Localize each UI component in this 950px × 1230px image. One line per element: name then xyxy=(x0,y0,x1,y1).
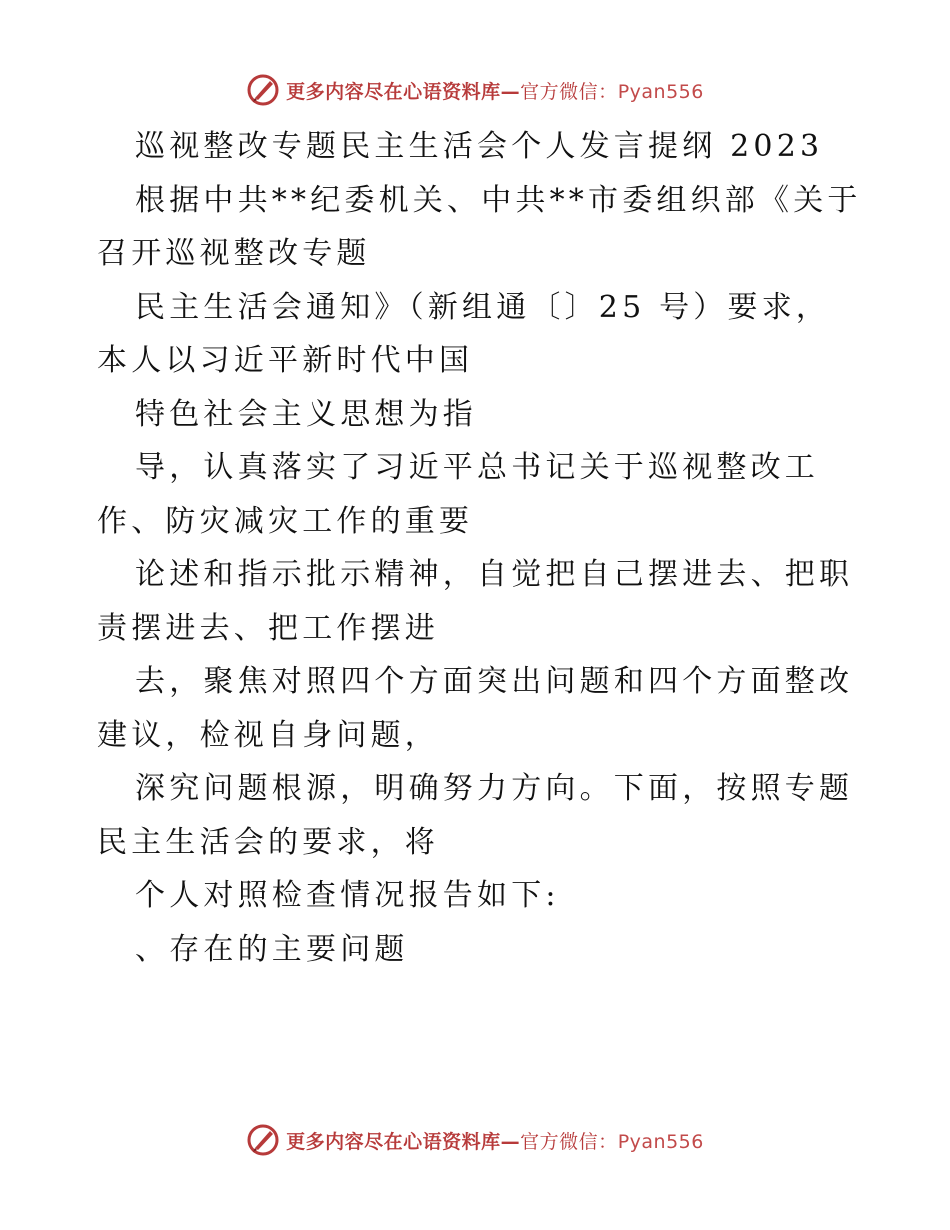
banner-site-text: 更多内容尽在心语资料库 xyxy=(286,80,501,103)
banner-wechat-id: Pyan556 xyxy=(617,80,704,103)
footer-banner xyxy=(0,1120,950,1160)
doc-line: 民主生活会通知》（新组通〔〕25 号）要求， xyxy=(135,289,831,325)
doc-line: 去，聚焦对照四个方面突出问题和四个方面整改 xyxy=(135,664,854,699)
doc-line: 个人对照检查情况报告如下: xyxy=(135,878,560,913)
banner-text xyxy=(286,1127,704,1154)
banner-wechat-id: Pyan556 xyxy=(617,1130,704,1153)
doc-line: 作、防灾减灾工作的重要 xyxy=(97,503,474,539)
doc-line: 论述和指示批示精神，自觉把自己摆进去、把职 xyxy=(135,557,854,592)
doc-line: 深究问题根源，明确努力方向。下面，按照专题 xyxy=(135,771,854,806)
header-banner xyxy=(0,70,950,110)
section-heading: 、存在的主要问题 xyxy=(135,931,409,967)
banner-wechat-label: 官方微信： xyxy=(520,1130,618,1153)
banner-separator: — xyxy=(500,80,521,103)
doc-line: 责摆进去、把工作摆进 xyxy=(97,610,439,646)
doc-line: 建议，检视自身问题， xyxy=(97,717,439,753)
doc-line: 本人以习近平新时代中国 xyxy=(97,343,474,378)
doc-line: 召开巡视整改专题 xyxy=(97,236,371,271)
banner-text xyxy=(286,77,704,104)
doc-line: 导，认真落实了习近平总书记关于巡视整改工 xyxy=(135,450,819,485)
doc-line: 民主生活会的要求，将 xyxy=(97,824,439,860)
banner-site-text: 更多内容尽在心语资料库 xyxy=(286,1130,501,1153)
quill-logo-icon xyxy=(246,1123,280,1157)
doc-line: 特色社会主义思想为指 xyxy=(135,396,477,432)
banner-wechat-label: 官方微信： xyxy=(520,80,618,103)
doc-line: 根据中共**纪委机关、中共**市委组织部《关于 xyxy=(135,182,862,218)
quill-logo-icon xyxy=(246,73,280,107)
banner-separator: — xyxy=(500,1130,521,1153)
doc-line: 巡视整改专题民主生活会个人发言提纲 2023 xyxy=(135,129,824,164)
document-body xyxy=(97,120,862,976)
